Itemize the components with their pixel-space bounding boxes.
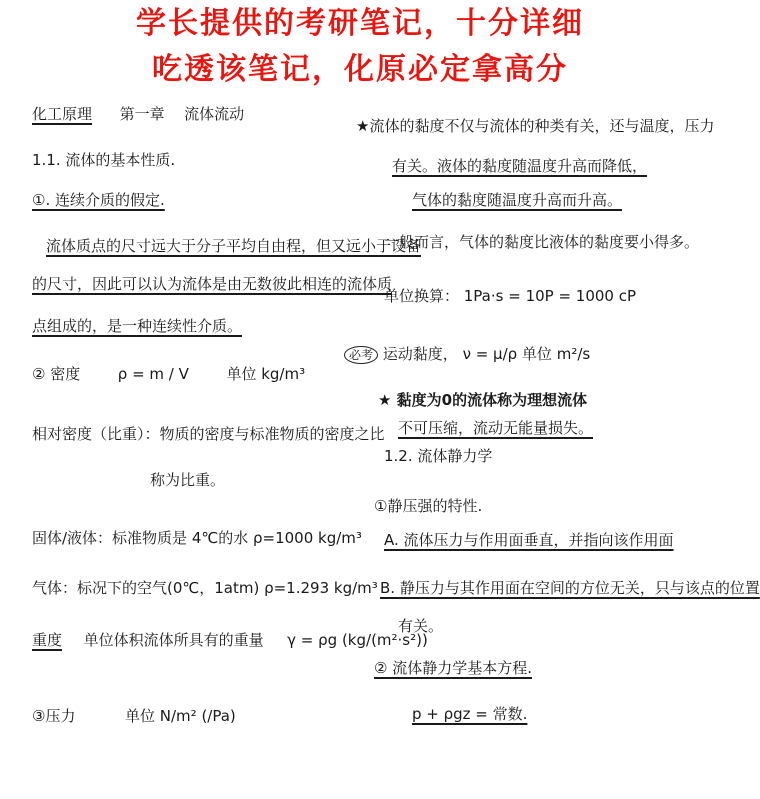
static-property-text: B. 静压力与其作用面在空间的方位无关，只与该点的位置 <box>380 579 760 597</box>
paragraph-line <box>32 274 392 294</box>
static-property-a <box>384 530 674 550</box>
viscosity-line <box>412 190 622 210</box>
promo-banner-line-2: 吃透该笔记，化原必定拿高分 <box>152 52 568 87</box>
basic-equation-text: p + ρgz = 常数. <box>412 705 528 723</box>
specific-weight-row <box>32 630 428 650</box>
static-property-b-cont: 有关。 <box>398 617 444 635</box>
paragraph-line <box>32 316 242 336</box>
density-label: ② 密度 <box>32 365 81 383</box>
chapter-title: 流体流动 <box>184 105 245 123</box>
specific-weight-formula: γ = ρg (kg/(m²·s²)) <box>287 631 428 649</box>
static-item-heading: ①静压强的特性. <box>374 497 483 515</box>
basic-equation <box>412 704 527 724</box>
specific-weight-text: 单位体积流体所具有的重量 <box>83 631 264 649</box>
note-header <box>32 104 244 124</box>
pressure-unit: 单位 N/m² (/Pa) <box>125 707 236 725</box>
pressure-row <box>32 706 236 726</box>
ideal-fluid-line: ★ 黏度为0的流体称为理想流体 <box>378 391 588 409</box>
viscosity-text: 气体的黏度随温度升高而升高。 <box>412 191 623 209</box>
paragraph-text: 流体质点的尺寸远大于分子平均自由程，但又远小于设备 <box>46 237 422 255</box>
kinematic-row <box>344 344 590 364</box>
ideal-fluid-line <box>398 418 593 438</box>
unit-conversion-line: 单位换算： 1Pa·s = 10P = 1000 cP <box>384 287 637 305</box>
kinematic-text: 运动黏度， ν = μ/ρ 单位 m²/s <box>382 345 591 363</box>
density-formula: ρ = m / V <box>117 365 189 383</box>
viscosity-text: 有关。液体的黏度随温度升高而降低， <box>392 157 648 175</box>
relative-density-line: 相对密度（比重）：物质的密度与标准物质的密度之比 <box>32 425 385 443</box>
specific-weight-label: 重度 <box>32 631 63 649</box>
density-row <box>32 364 305 384</box>
static-property-b <box>380 578 760 598</box>
solid-liquid-line: 固体/液体：标准物质是 4℃的水 ρ=1000 kg/m³ <box>32 529 362 547</box>
viscosity-line: 一般而言，气体的黏度比液体的黏度要小得多。 <box>384 233 700 251</box>
viscosity-line: ★流体的黏度不仅与流体的种类有关，还与温度，压力 <box>356 117 715 135</box>
list-item-heading: ①. 连续介质的假定. <box>32 191 165 209</box>
paragraph-text: 点组成的，是一种连续性介质。 <box>32 317 243 335</box>
viscosity-line <box>392 156 647 176</box>
paragraph-text: 的尺寸，因此可以认为流体是由无数彼此相连的流体质 <box>32 275 393 293</box>
promo-banner-line-1: 学长提供的考研笔记，十分详细 <box>136 6 584 41</box>
ideal-fluid-text: 不可压缩，流动无能量损失。 <box>398 419 594 437</box>
paragraph-line <box>46 236 421 256</box>
static-item-text: ② 流体静力学基本方程. <box>374 659 532 677</box>
pressure-label: ③压力 <box>32 707 76 725</box>
relative-density-line: 称为比重。 <box>150 471 226 489</box>
section-heading: 1.2. 流体静力学 <box>384 447 493 465</box>
section-heading: 1.1. 流体的基本性质. <box>32 151 176 169</box>
must-test-badge: 必考 <box>344 346 378 364</box>
static-item-heading <box>374 658 532 678</box>
gas-line: 气体：标况下的空气(0℃，1atm) ρ=1.293 kg/m³ <box>32 579 378 597</box>
chapter-label: 第一章 <box>119 105 165 123</box>
course-name: 化工原理 <box>32 105 93 123</box>
static-property-text: A. 流体压力与作用面垂直，并指向该作用面 <box>384 531 674 549</box>
density-unit: 单位 kg/m³ <box>226 365 306 383</box>
